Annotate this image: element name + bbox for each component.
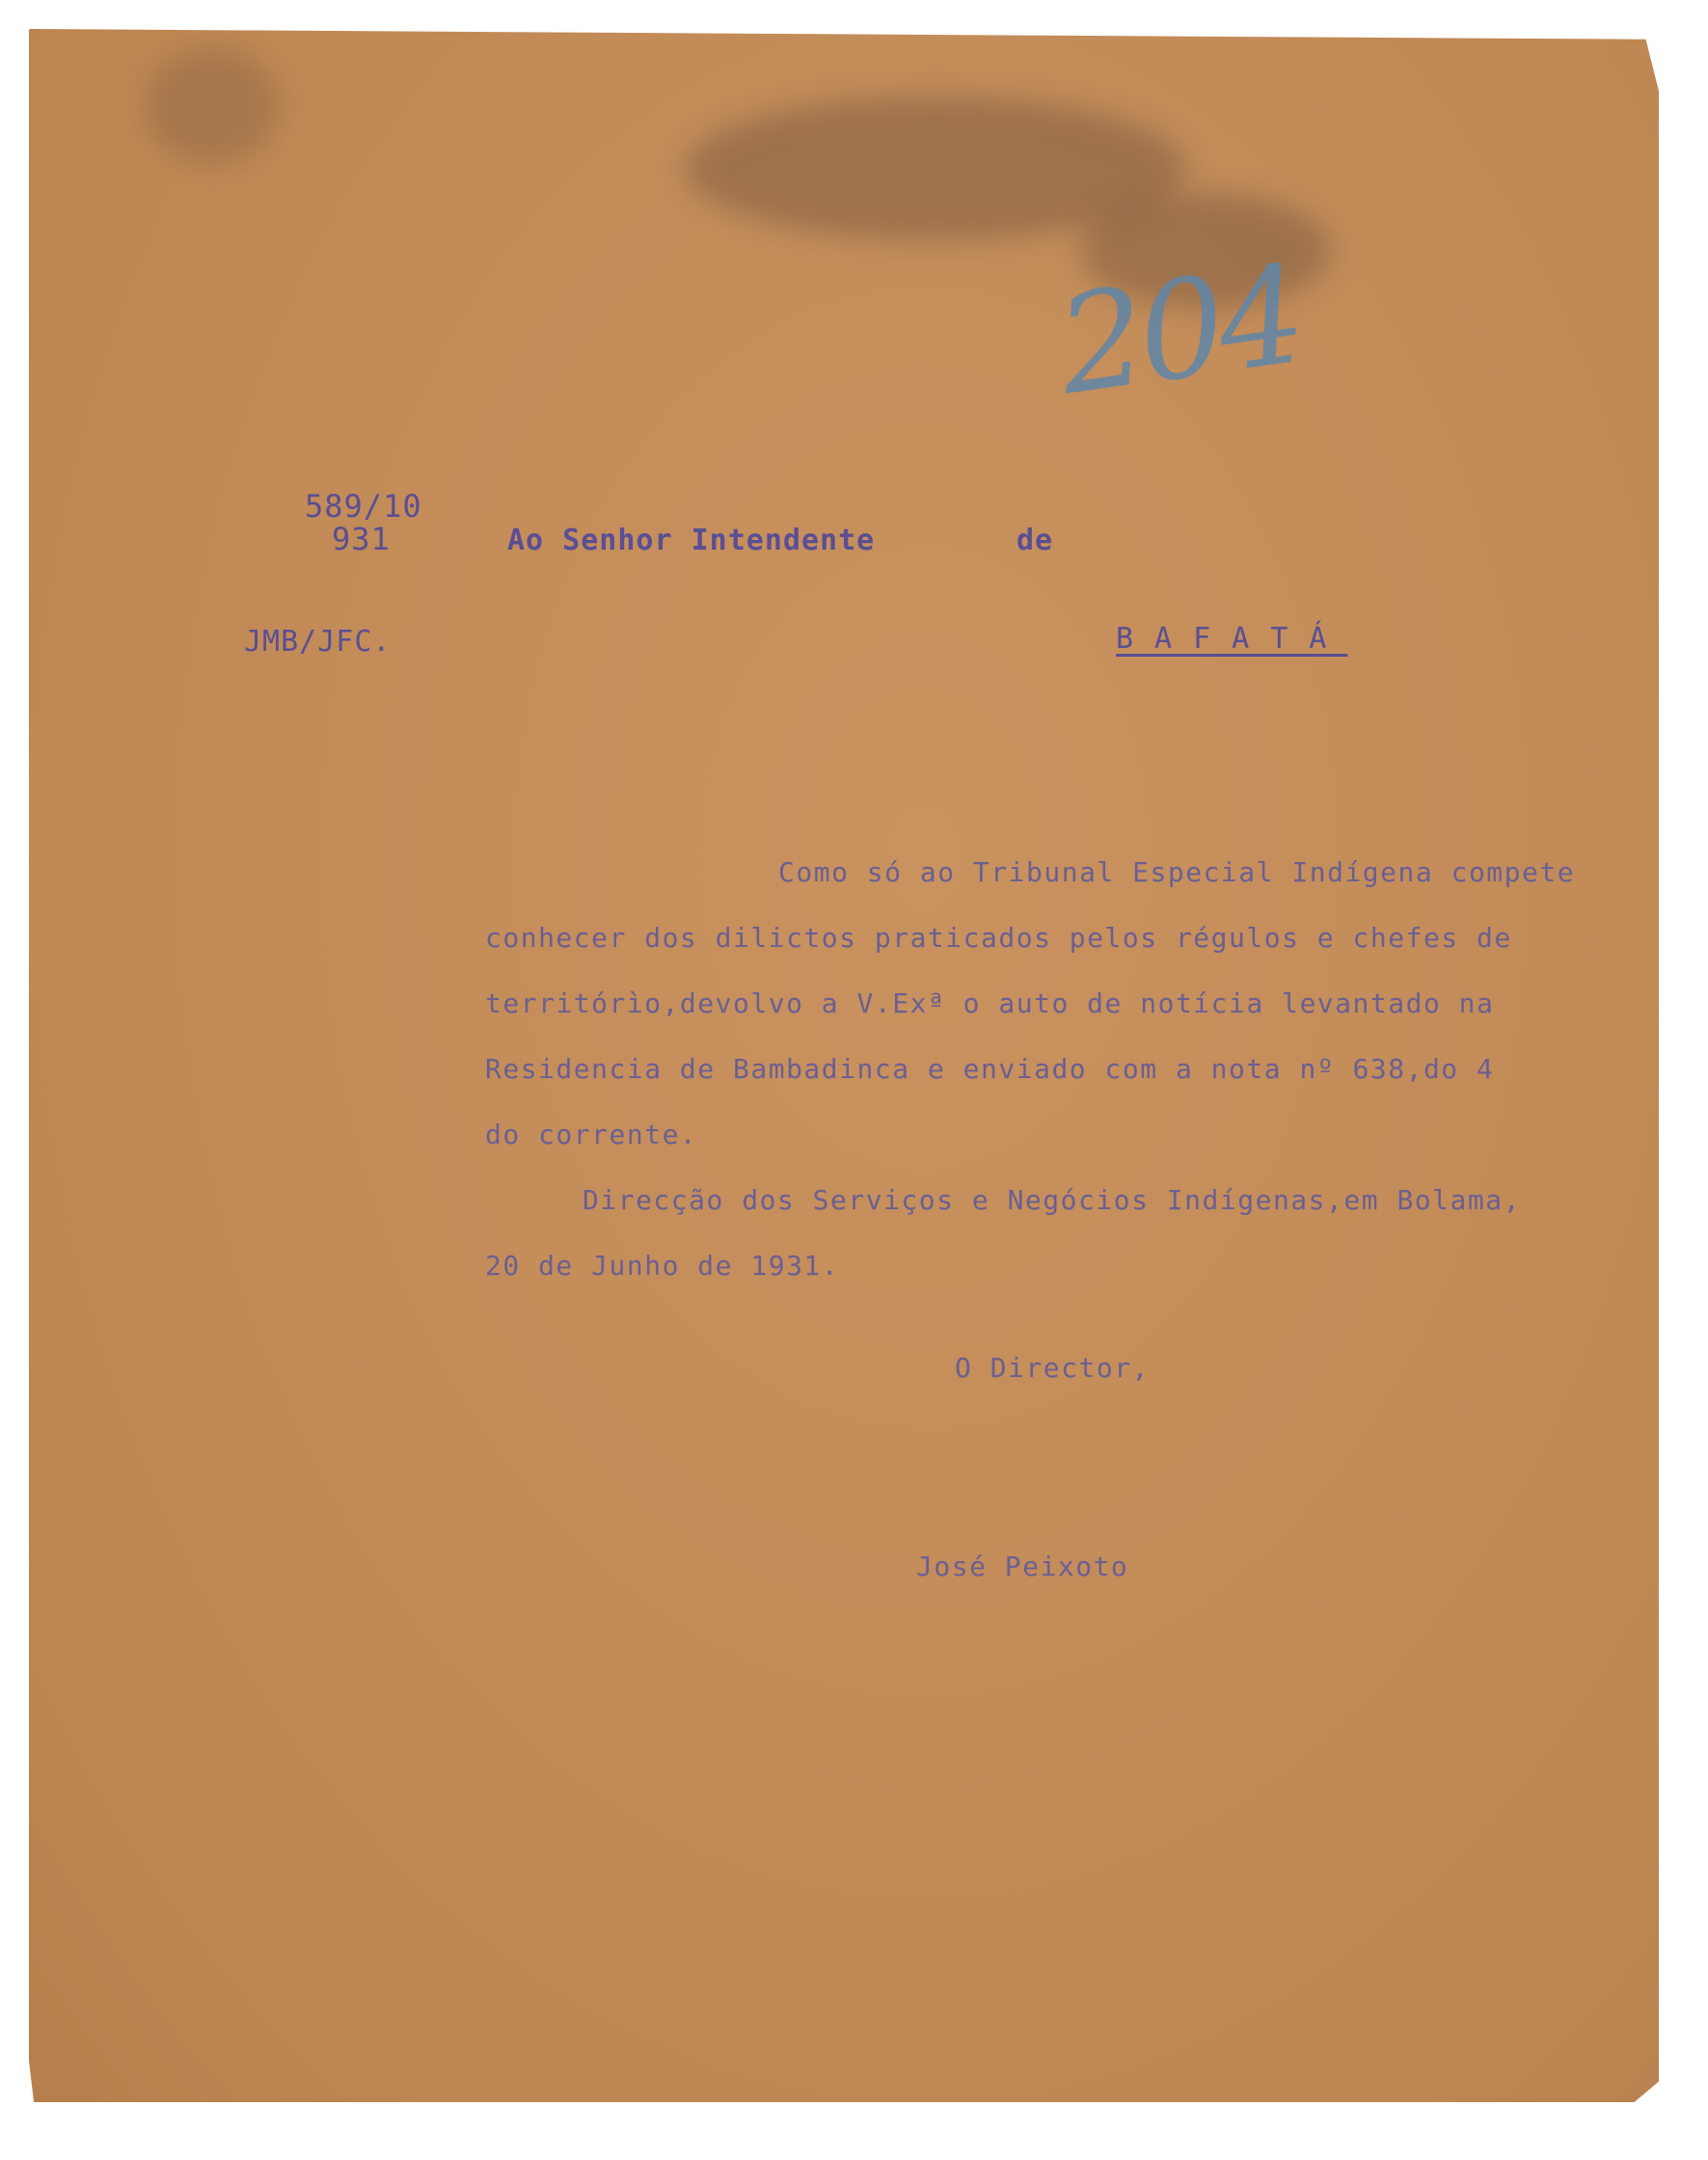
recipient-city: BAFATÁ (1116, 622, 1348, 656)
recipient-salutation: Ao Senhor Intendente (507, 524, 876, 557)
body-line: territórìo,devolvo a V.Exª o auto de notícia levantado na (485, 987, 1495, 1019)
reference-number: 589/10 (305, 488, 422, 525)
signature-name: José Peixoto (916, 1551, 1129, 1582)
ink-smudge (145, 48, 280, 164)
handwritten-page-number: 204 (1048, 236, 1310, 426)
body-line: do corrente. (485, 1119, 698, 1150)
body-line: Como só ao Tribunal Especial Indígena compete (778, 856, 1576, 888)
reference-initials: JMB/JFC. (244, 625, 392, 659)
signature-title: O Director, (955, 1352, 1150, 1384)
reference-year: 931 (332, 521, 391, 557)
body-line: conhecer dos dilictos praticados pelos régulos e chefes de (485, 922, 1512, 954)
closing-line: 20 de Junho de 1931. (485, 1250, 840, 1282)
body-line: Residencia de Bambadinca e enviado com a nota nº 638,do 4 (485, 1053, 1495, 1085)
recipient-preposition: de (1017, 524, 1054, 557)
closing-line: Direcção dos Serviços e Negócios Indígenas,em Bolama, (583, 1184, 1521, 1216)
